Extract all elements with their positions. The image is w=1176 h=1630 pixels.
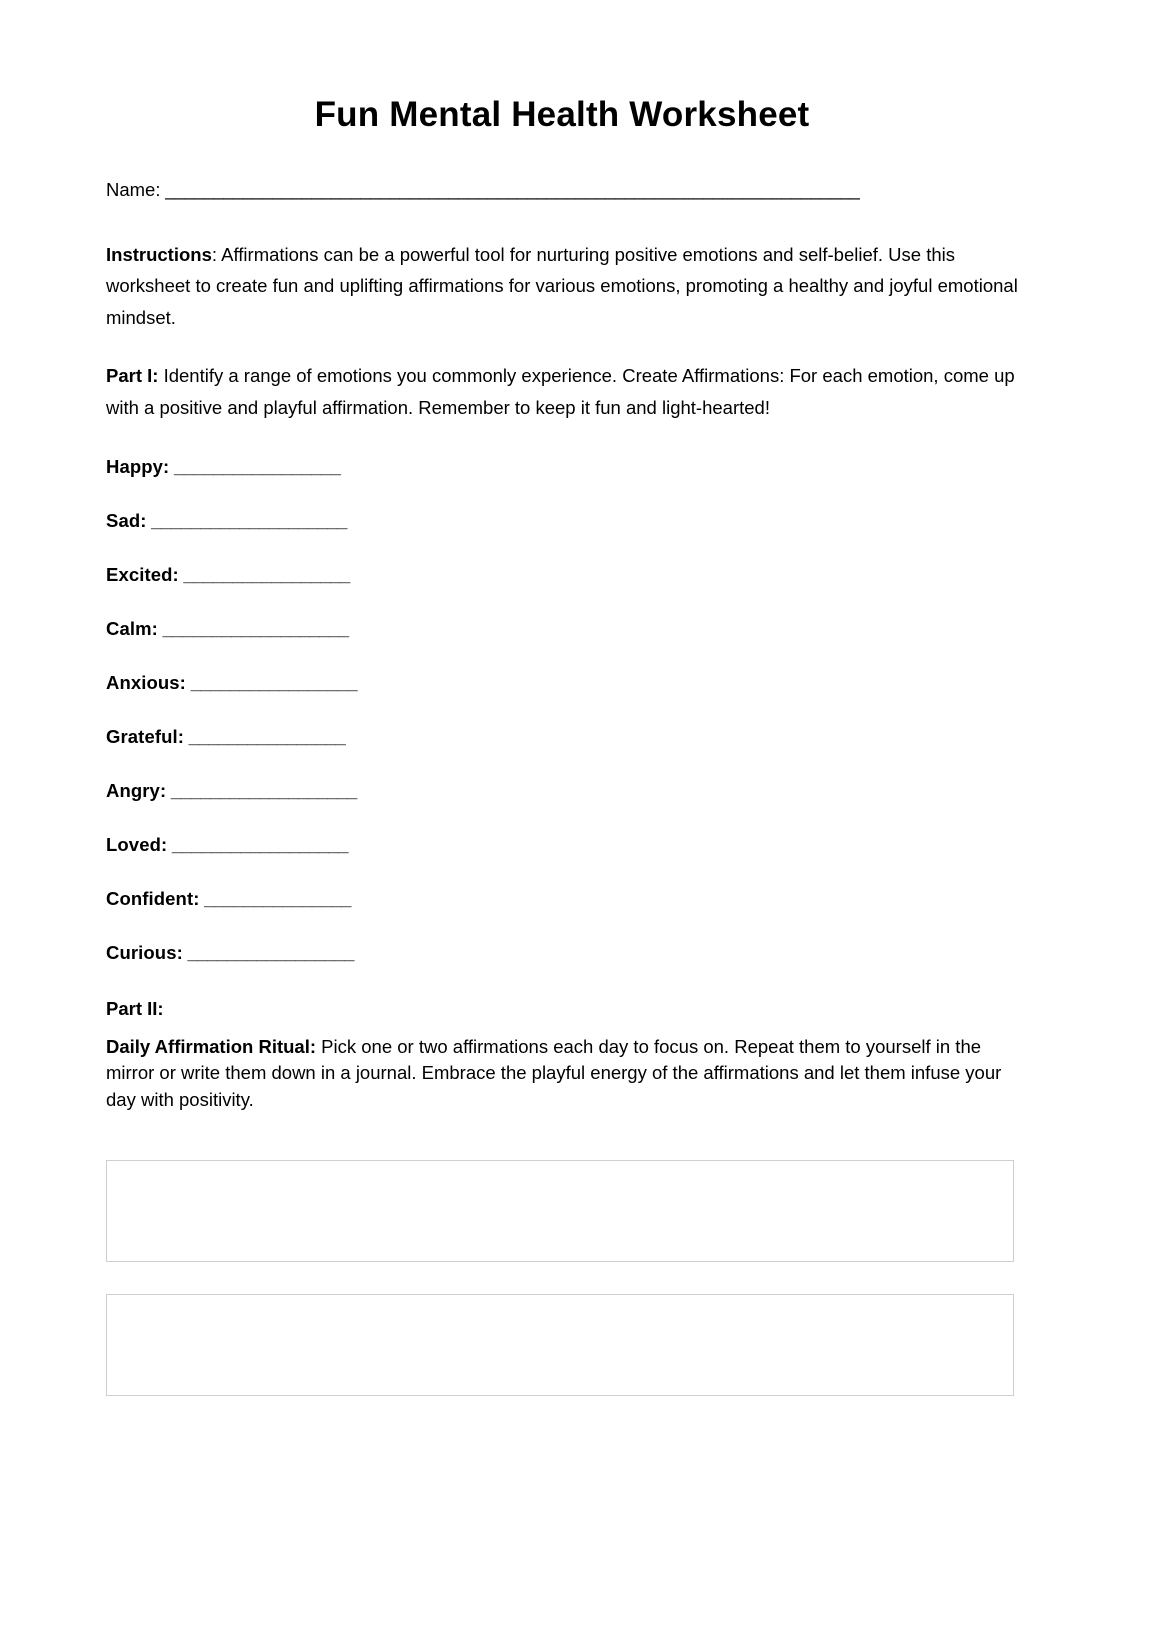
emotion-row-grateful xyxy=(106,726,1018,748)
name-field-label: Name: xyxy=(106,178,161,200)
name-field-blank-line[interactable]: _______________________________________________________________________ xyxy=(164,178,860,200)
ritual-label: Daily Affirmation Ritual: xyxy=(106,1035,317,1057)
emotion-label: Anxious: xyxy=(106,671,186,693)
emotion-label: Calm: xyxy=(106,617,158,639)
emotion-row-curious xyxy=(106,942,1018,964)
emotion-label: Loved: xyxy=(106,833,168,855)
answer-box-1[interactable] xyxy=(106,1160,1014,1262)
emotion-row-happy xyxy=(106,456,1018,478)
emotion-label: Excited: xyxy=(106,563,179,585)
emotion-blank-line[interactable]: ___________________ xyxy=(166,779,357,801)
part-one-paragraph xyxy=(106,360,1018,424)
instructions-label: Instructions xyxy=(106,243,212,265)
part-one-text: Identify a range of emotions you commonly experience. Create Affirmations: For each emotion, come up with a positive and playful affirmation. Remember to keep it fun and light-hearted! xyxy=(106,364,1015,418)
emotion-blank-line[interactable]: _______________ xyxy=(199,887,351,909)
emotion-label: Grateful: xyxy=(106,725,184,747)
emotion-blank-line[interactable]: ________________ xyxy=(184,725,346,747)
emotion-row-anxious xyxy=(106,672,1018,694)
emotion-label: Angry: xyxy=(106,779,167,801)
emotion-blank-line[interactable]: _________________ xyxy=(178,563,350,585)
emotion-blank-line[interactable]: _________________ xyxy=(169,455,341,477)
emotion-row-angry xyxy=(106,780,1018,802)
emotion-label: Curious: xyxy=(106,941,183,963)
emotion-blank-line[interactable]: ____________________ xyxy=(146,509,347,531)
emotion-row-calm xyxy=(106,618,1018,640)
part-two-label: Part II: xyxy=(106,997,164,1019)
emotion-row-confident xyxy=(106,888,1018,910)
emotion-label: Confident: xyxy=(106,887,200,909)
daily-affirmation-ritual-paragraph xyxy=(106,1034,1018,1114)
answer-box-2[interactable] xyxy=(106,1294,1014,1396)
name-field-row xyxy=(106,179,1018,201)
ritual-text: Pick one or two affirmations each day to focus on. Repeat them to yourself in the mirror or write them down in a journal. Embrace the playful energy of the affirmations and let them infuse your day with positivity. xyxy=(106,1035,1002,1111)
instructions-paragraph xyxy=(106,239,1018,334)
emotion-row-sad xyxy=(106,510,1018,532)
emotion-blank-line[interactable]: _________________ xyxy=(185,671,358,693)
worksheet-content xyxy=(106,0,1018,1396)
emotion-label: Happy: xyxy=(106,455,170,477)
page-title: Fun Mental Health Worksheet xyxy=(314,95,810,134)
emotion-blank-line[interactable]: __________________ xyxy=(167,833,349,855)
emotion-row-loved xyxy=(106,834,1018,856)
instructions-text: : Affirmations can be a powerful tool for nurturing positive emotions and self-belief. Use this worksheet to create fun and uplifting affirmations for various emotions, promoting a healthy and joyful emotional mindset. xyxy=(106,243,1018,329)
emotion-label: Sad: xyxy=(106,509,147,531)
emotion-row-excited xyxy=(106,564,1018,586)
part-one-label: Part I: xyxy=(106,364,159,386)
emotion-blank-line[interactable]: ___________________ xyxy=(157,617,349,639)
emotion-blank-line[interactable]: _________________ xyxy=(182,941,354,963)
